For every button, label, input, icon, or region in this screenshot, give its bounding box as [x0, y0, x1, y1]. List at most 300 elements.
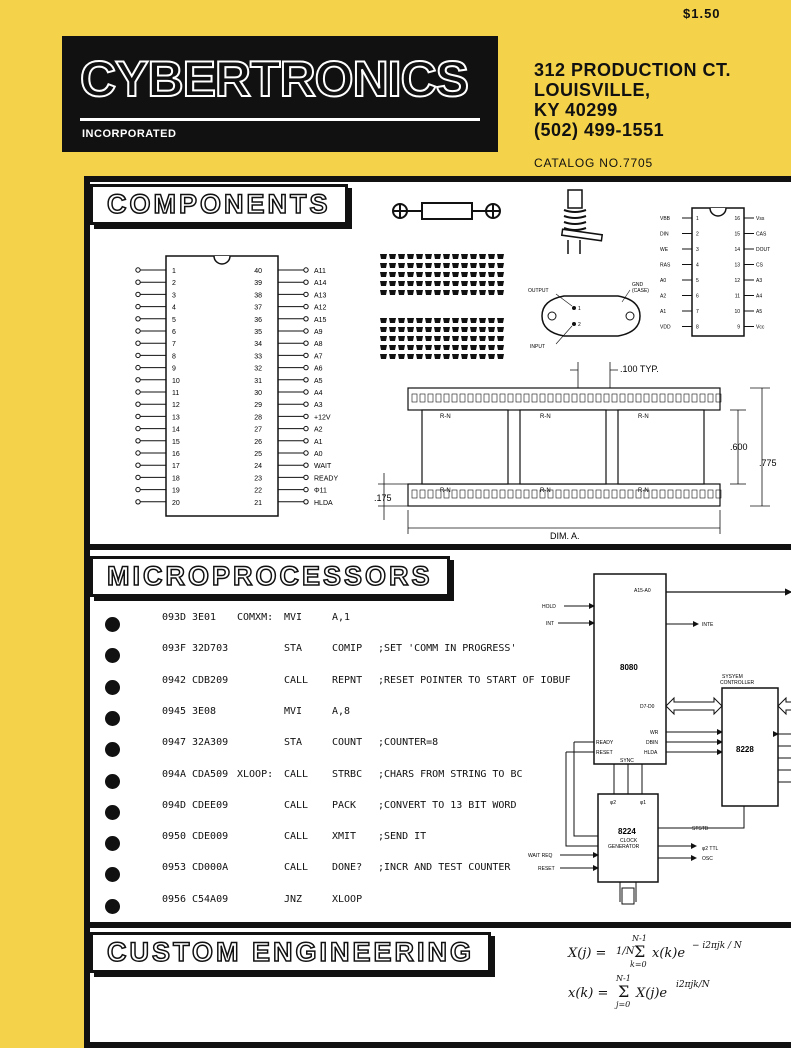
led-segment: [416, 318, 423, 323]
section-title-components: COMPONENTS: [90, 184, 348, 225]
chip16-left-pin-number: 1: [696, 216, 699, 222]
led-segment: [479, 263, 486, 268]
led-segment: [470, 272, 477, 277]
clock-line-1: CLOCK: [620, 838, 638, 844]
led-segment: [434, 290, 441, 295]
chip40-left-terminal: [136, 268, 140, 272]
chip40-right-terminal: [304, 353, 308, 357]
led-segment: [416, 281, 423, 286]
reset-label: RESET: [596, 750, 613, 756]
company-logo: [62, 36, 498, 152]
chip40-left-pin-number: 20: [172, 499, 180, 507]
led-segment: [452, 327, 459, 332]
chip40-right-terminal: [304, 439, 308, 443]
chip16-right-label: CAS: [756, 231, 767, 238]
led-segment: [416, 290, 423, 295]
led-segment: [416, 272, 423, 277]
chip16-left-pin-number: 7: [696, 309, 699, 315]
led-segment: [416, 345, 423, 350]
resistor-drawing: [390, 196, 510, 226]
led-segment: [470, 345, 477, 350]
chip40-right-pin-label: A14: [314, 280, 327, 288]
chip40-right-pin-label: A2: [314, 426, 323, 434]
osc-label: OSC: [702, 856, 713, 862]
chip40-right-pin-label: A6: [314, 365, 323, 373]
led-segment: [398, 336, 405, 341]
transistor-input-label: INPUT: [530, 344, 545, 350]
led-segment: [452, 318, 459, 323]
sync-label: SYNC: [620, 758, 634, 764]
formula-1-body: x(k)e: [652, 946, 686, 961]
led-segment: [425, 345, 432, 350]
phi2-label: φ2: [610, 800, 617, 806]
formula-1-lhs: X(j) =: [568, 946, 607, 961]
chip40-right-pin-number: 23: [254, 475, 262, 483]
chip40-right-pin-label: A1: [314, 438, 323, 446]
led-segment: [479, 318, 486, 323]
socket-rn-6: R-N: [638, 488, 649, 494]
led-segment: [434, 281, 441, 286]
phi2-ttl-label: φ2 TTL: [702, 846, 719, 852]
chip16-right-pin-number: 14: [734, 247, 740, 253]
led-segment: [479, 290, 486, 295]
system-controller-label-1: SYSYEM: [722, 674, 743, 680]
led-segment: [398, 327, 405, 332]
led-segment: [488, 254, 495, 259]
led-segment: [497, 318, 504, 323]
chip40-right-pin-number: 32: [254, 365, 262, 373]
chip16-right-pin-number: 12: [734, 278, 740, 284]
transistor-pin1: 1: [578, 306, 581, 312]
chip40-left-pin-number: 6: [172, 329, 176, 336]
code-operand: REPNT: [332, 674, 363, 686]
chip40-left-pin-number: 9: [172, 365, 176, 373]
chip16-left-label: VDD: [660, 324, 671, 331]
chip-16-pin: [658, 204, 791, 339]
chip40-right-terminal: [304, 280, 308, 284]
led-segment: [443, 318, 450, 323]
led-segment: [479, 272, 486, 277]
clock-line-2: GENERATOR: [608, 844, 640, 850]
chip40-right-terminal: [304, 365, 308, 369]
chip40-left-terminal: [136, 353, 140, 357]
socket-rn-2: R-N: [540, 414, 551, 420]
hold-label: HOLD: [542, 604, 556, 610]
led-segment: [407, 336, 414, 341]
led-segment: [443, 327, 450, 332]
led-segment: [389, 336, 396, 341]
chip40-left-pin-number: 17: [172, 463, 180, 471]
chip40-right-pin-number: 29: [254, 402, 262, 410]
led-segment: [497, 327, 504, 332]
code-opcode: CALL: [284, 862, 309, 874]
code-hex: 3E01: [192, 612, 217, 623]
transistor-to3-drawing: [526, 278, 656, 353]
led-segment: [497, 290, 504, 295]
code-operand: A,1: [332, 612, 351, 623]
socket-rn-4: R-N: [440, 488, 451, 494]
chip40-left-pin-number: 16: [172, 451, 180, 458]
chip40-right-pin-label: A13: [314, 292, 327, 300]
led-segment: [434, 345, 441, 350]
chip16-right-pin-number: 11: [734, 293, 740, 300]
socket-dim-600: .600: [730, 442, 748, 452]
transistor-pin2: 2: [578, 322, 581, 328]
chip16-left-label: A1: [660, 309, 667, 315]
chip40-left-terminal: [136, 463, 140, 467]
code-hex: CDB209: [192, 674, 229, 686]
section-divider-1: [84, 544, 791, 550]
led-segment: [479, 345, 486, 350]
led-segment: [470, 290, 477, 295]
addr-bus-label: A15-A0: [634, 588, 651, 594]
led-segment: [434, 318, 441, 323]
code-comment: ;SET 'COMM IN PROGRESS': [378, 643, 517, 655]
formula-dft: [568, 934, 791, 969]
chip16-left-pin-number: 4: [696, 262, 699, 269]
chip16-left-pin-number: 8: [696, 324, 699, 331]
code-address: 093D: [162, 612, 187, 623]
chip40-left-pin-number: 11: [172, 390, 180, 397]
list-bullet: [105, 899, 120, 914]
led-segment: [479, 336, 486, 341]
led-segment: [497, 336, 504, 341]
led-segment: [461, 327, 468, 332]
ststb-label: STSTB: [692, 826, 709, 832]
chip16-right-label: CS: [756, 262, 763, 269]
formula-2-body: X(j)e: [636, 986, 668, 1001]
code-hex: C54A09: [192, 893, 229, 905]
chip40-left-terminal: [136, 390, 140, 394]
chip40-left-terminal: [136, 402, 140, 406]
led-segment: [389, 318, 396, 323]
chip40-right-pin-label: READY: [314, 475, 339, 483]
led-segment: [443, 290, 450, 295]
code-hex: 32D703: [192, 643, 229, 655]
led-segment: [380, 336, 387, 341]
chip40-right-pin-label: A9: [314, 329, 323, 336]
code-opcode: JNZ: [284, 893, 303, 905]
code-hex: CDA509: [192, 768, 229, 780]
code-opcode: CALL: [284, 799, 309, 811]
code-operand: COUNT: [332, 737, 363, 749]
led-segment: [389, 290, 396, 295]
led-segment: [425, 281, 432, 286]
led-segment: [470, 281, 477, 286]
code-operand: A,8: [332, 705, 351, 717]
chip40-left-pin-number: 1: [172, 268, 176, 275]
chip40-right-terminal: [304, 463, 308, 467]
data-bus-label: D7-D0: [640, 704, 655, 710]
led-segment: [461, 281, 468, 286]
section-title-custom-engineering: CUSTOM ENGINEERING: [90, 932, 491, 973]
code-operand: COMIP: [332, 643, 363, 655]
chip40-left-terminal: [136, 365, 140, 369]
socket-dim-775: .775: [759, 458, 777, 468]
chip40-left-terminal: [136, 341, 140, 345]
led-matrix-array: [376, 252, 506, 372]
chip40-right-terminal: [304, 378, 308, 382]
chip40-right-pin-label: A11: [314, 268, 326, 275]
led-segment: [380, 254, 387, 259]
led-segment: [407, 290, 414, 295]
led-segment: [380, 290, 387, 295]
list-bullet: [105, 836, 120, 851]
dip-socket-drawing: [370, 358, 791, 544]
chip40-left-terminal: [136, 280, 140, 284]
led-segment: [479, 327, 486, 332]
chip40-right-pin-number: 28: [254, 414, 262, 422]
led-segment: [434, 336, 441, 341]
led-segment: [425, 263, 432, 268]
led-segment: [488, 345, 495, 350]
section-title-microprocessors: MICROPROCESSORS: [90, 556, 450, 597]
chip40-right-terminal: [304, 292, 308, 296]
chip40-left-pin-number: 4: [172, 304, 176, 312]
chip40-right-pin-number: 22: [254, 487, 262, 495]
led-segment: [380, 263, 387, 268]
socket-rn-3: R-N: [638, 414, 649, 420]
chip16-left-label: VBB: [660, 216, 671, 222]
led-segment: [380, 345, 387, 350]
chip40-right-pin-number: 33: [254, 353, 262, 361]
formula-1-exp: − i2πjk / N: [692, 941, 742, 951]
chip16-left-label: A0: [660, 278, 667, 284]
transistor-gnd-label: GND: [632, 282, 644, 288]
led-segment: [425, 290, 432, 295]
chip40-left-terminal: [136, 475, 140, 479]
code-comment: ;RESET POINTER TO START OF IOBUF: [378, 674, 571, 686]
chip40-right-terminal: [304, 304, 308, 308]
chip40-left-pin-number: 15: [172, 438, 180, 446]
led-segment: [434, 254, 441, 259]
formula-2-bottom: j=0: [616, 1000, 631, 1009]
chip40-left-pin-number: 8: [172, 353, 176, 361]
chip40-right-pin-number: 38: [254, 292, 262, 300]
led-segment: [488, 327, 495, 332]
led-segment: [380, 281, 387, 286]
chip40-left-pin-number: 18: [172, 475, 180, 483]
chip40-right-pin-number: 37: [254, 304, 262, 312]
chip40-left-terminal: [136, 414, 140, 418]
led-segment: [434, 263, 441, 268]
led-segment: [398, 263, 405, 268]
ready-label: READY: [596, 740, 614, 746]
company-address: [534, 60, 731, 140]
chip16-left-label: RAS: [660, 262, 671, 269]
led-segment: [452, 272, 459, 277]
hlda-label: HLDA: [644, 750, 658, 756]
code-address: 094A: [162, 768, 187, 780]
code-address: 0942: [162, 674, 187, 686]
led-segment: [389, 281, 396, 286]
led-segment: [497, 254, 504, 259]
led-segment: [497, 281, 504, 286]
led-segment: [452, 254, 459, 259]
led-segment: [407, 318, 414, 323]
led-segment: [398, 345, 405, 350]
chip40-right-pin-label: A12: [314, 304, 327, 312]
led-segment: [488, 281, 495, 286]
led-segment: [380, 318, 387, 323]
chip16-right-pin-number: 9: [737, 324, 740, 331]
led-segment: [488, 272, 495, 277]
led-segment: [416, 336, 423, 341]
code-hex: CDEE09: [192, 799, 229, 811]
chip16-left-pin-number: 6: [696, 293, 699, 300]
socket-typ-label: .100 TYP.: [620, 364, 659, 374]
code-opcode: MVI: [284, 612, 303, 623]
led-segment: [407, 327, 414, 332]
led-segment: [425, 318, 432, 323]
chip40-right-pin-number: 24: [254, 463, 262, 471]
code-hex: 3E08: [192, 705, 217, 717]
code-address: 0956: [162, 893, 187, 905]
code-address: 0950: [162, 831, 187, 843]
system-controller-label-2: CONTROLLER: [720, 680, 755, 686]
led-segment: [470, 254, 477, 259]
chip16-right-label: Vss: [756, 216, 765, 222]
code-address: 093F: [162, 643, 187, 655]
company-name: CYBERTRONICS: [80, 51, 469, 107]
chip40-right-terminal: [304, 487, 308, 491]
led-segment: [443, 272, 450, 277]
code-comment: ;COUNTER=8: [378, 737, 439, 749]
chip40-left-terminal: [136, 439, 140, 443]
formula-2-sum: Σ: [618, 982, 630, 1001]
formula-1-sum: Σ: [634, 942, 646, 961]
led-segment: [452, 281, 459, 286]
code-label: XLOOP:: [237, 768, 274, 780]
code-hex: CD000A: [192, 862, 229, 874]
led-segment: [407, 345, 414, 350]
led-segment: [461, 345, 468, 350]
formula-2-exp: i2πjk/N: [676, 980, 710, 990]
chip16-right-pin-number: 13: [734, 262, 740, 269]
price-label: $1.50: [683, 6, 721, 21]
chip16-right-label: Vcc: [756, 324, 765, 331]
led-segment: [407, 263, 414, 268]
led-segment: [488, 336, 495, 341]
address-line-3: KY 40299: [534, 100, 618, 120]
code-hex: 32A309: [192, 737, 229, 749]
chip16-right-label: A3: [756, 278, 763, 284]
led-segment: [398, 272, 405, 277]
chip40-left-pin-number: 19: [172, 487, 180, 495]
chip40-right-pin-number: 27: [254, 426, 262, 434]
led-segment: [461, 318, 468, 323]
cpu-block-diagram: [516, 570, 791, 915]
chip40-right-terminal: [304, 329, 308, 333]
led-segment: [407, 281, 414, 286]
chip40-right-terminal: [304, 500, 308, 504]
led-segment: [452, 290, 459, 295]
chip16-right-pin-number: 15: [734, 231, 740, 238]
led-segment: [425, 336, 432, 341]
chip40-right-pin-number: 34: [254, 341, 262, 349]
led-segment: [389, 254, 396, 259]
list-bullet: [105, 680, 120, 695]
chip40-right-terminal: [304, 390, 308, 394]
chip40-right-pin-number: 25: [254, 451, 262, 458]
chip40-right-pin-number: 26: [254, 438, 262, 446]
chip16-left-pin-number: 3: [696, 247, 699, 253]
code-address: 0945: [162, 705, 187, 717]
chip16-right-label: DOUT: [756, 247, 771, 253]
led-segment: [452, 336, 459, 341]
led-segment: [380, 327, 387, 332]
led-segment: [398, 290, 405, 295]
reset-in-label: RESET: [538, 866, 555, 872]
chip40-right-pin-number: 30: [254, 390, 262, 397]
chip16-left-label: A2: [660, 293, 667, 300]
code-operand: DONE?: [332, 862, 363, 874]
chip40-right-terminal: [304, 426, 308, 430]
int-label: INT: [546, 621, 555, 627]
code-comment: ;SEND IT: [378, 831, 427, 843]
code-address: 094D: [162, 799, 187, 811]
chip40-left-terminal: [136, 292, 140, 296]
code-operand: PACK: [332, 799, 357, 811]
catalog-number: CATALOG NO.7705: [534, 156, 653, 170]
led-segment: [452, 345, 459, 350]
led-segment: [434, 327, 441, 332]
led-segment: [416, 263, 423, 268]
chip16-left-pin-number: 2: [696, 231, 699, 238]
chip40-left-pin-number: 10: [172, 377, 180, 385]
chip40-left-terminal: [136, 500, 140, 504]
led-segment: [389, 345, 396, 350]
section-divider-2: [84, 922, 791, 928]
led-segment: [461, 336, 468, 341]
chip40-left-terminal: [136, 304, 140, 308]
chip40-right-pin-number: 40: [254, 268, 262, 275]
code-comment: ;INCR AND TEST COUNTER: [378, 862, 511, 874]
inductor-drawing: [552, 188, 612, 256]
led-segment: [452, 263, 459, 268]
code-label: COMXM:: [237, 612, 274, 623]
chip40-right-pin-label: A0: [314, 451, 323, 458]
formula-1-bottom: k=0: [630, 960, 647, 969]
led-segment: [497, 345, 504, 350]
transistor-output-label: OUTPUT: [528, 288, 549, 294]
chip40-right-terminal: [304, 475, 308, 479]
led-segment: [488, 318, 495, 323]
led-segment: [407, 254, 414, 259]
led-segment: [497, 263, 504, 268]
led-segment: [380, 272, 387, 277]
chip40-right-pin-number: 39: [254, 280, 262, 288]
chip40-left-terminal: [136, 487, 140, 491]
list-bullet: [105, 805, 120, 820]
chip40-right-pin-number: 21: [254, 499, 262, 507]
chip40-right-terminal: [304, 268, 308, 272]
code-address: 0953: [162, 862, 187, 874]
code-opcode: STA: [284, 643, 303, 655]
phone-number: (502) 499-1551: [534, 120, 665, 140]
chip40-right-pin-label: A15: [314, 316, 327, 324]
code-comment: ;CHARS FROM STRING TO BC: [378, 768, 523, 780]
chip16-left-label: DIN: [660, 231, 669, 238]
code-opcode: CALL: [284, 768, 309, 780]
chip40-left-terminal: [136, 378, 140, 382]
chip40-right-terminal: [304, 402, 308, 406]
wr-label: WR: [650, 730, 659, 736]
chip40-right-pin-label: Φ11: [314, 487, 327, 495]
controller-label: 8228: [736, 745, 754, 754]
code-opcode: MVI: [284, 705, 303, 717]
chip16-left-pin-number: 5: [696, 278, 699, 284]
